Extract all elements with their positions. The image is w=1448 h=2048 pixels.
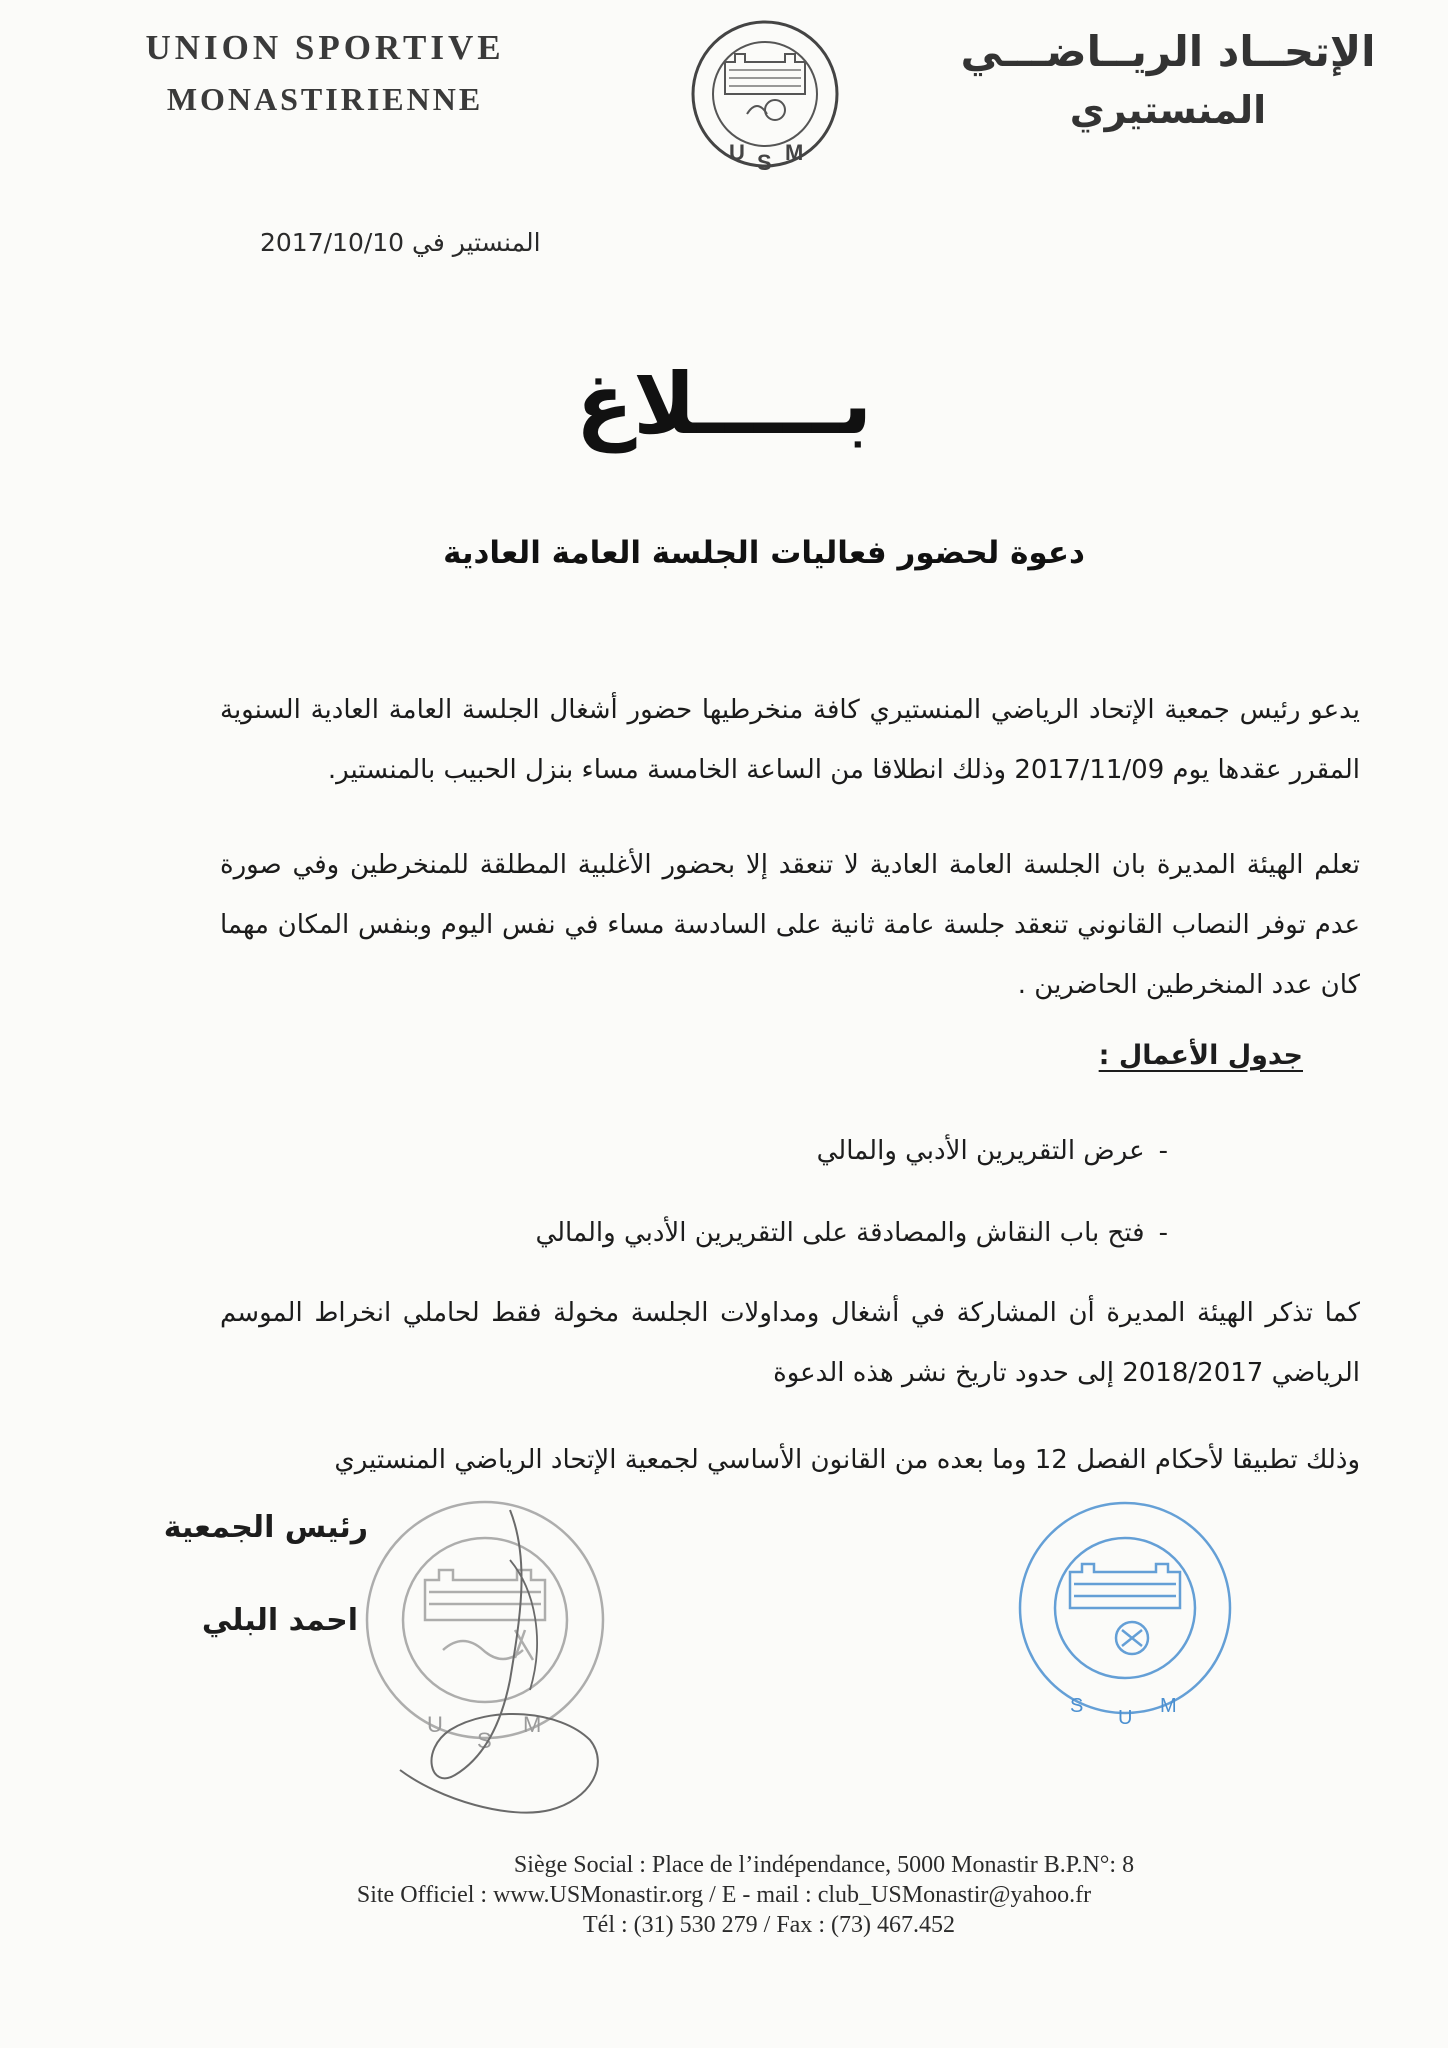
paragraph-eligibility: كما تذكر الهيئة المديرة أن المشاركة في أشغال ومداولات الجلسة مخولة فقط لحاملي انخراط الموسم الرياضي 2018/2017 إلى حدود تاريخ نشر هذه الدعوة (220, 1298, 1360, 1388)
agenda-item: -عرض التقريرين الأدبي والمالي (816, 1136, 1168, 1166)
svg-text:M: M (1160, 1695, 1177, 1717)
president-name: احمد البلي (201, 1603, 358, 1638)
agenda-title: جدول الأعمال : (1098, 1040, 1303, 1071)
footer-address: Siège Social : Place de l’indépendance, 5000 Monastir B.P.N°: 8 (513, 1852, 1135, 1878)
svg-text:M: M (785, 140, 804, 165)
club-name-fr-line1: UNION SPORTIVE (145, 28, 505, 67)
club-name-ar-line1: الإتحــاد الريــاضـــي (960, 27, 1376, 76)
club-name-french (85, 22, 565, 123)
notice-title: بـــــلاغ (575, 355, 873, 453)
svg-text:S: S (757, 150, 772, 175)
svg-text:S: S (477, 1728, 492, 1753)
notice-subtitle: دعوة لحضور فعاليات الجلسة العامة العادية (443, 535, 1085, 571)
blue-stamp-icon (1010, 1490, 1240, 1730)
paragraph-quorum: تعلم الهيئة المديرة بان الجلسة العامة العادية لا تنعقد إلا بحضور الأغلبية المطلقة للمنخرطين وفي صورة عدم توفر النصاب القانوني تنعقد جلسة عامة ثانية على السادسة مساء في نفس اليوم وبنفس المكان مهما كان عدد المنخرطين الحاضرين . (220, 850, 1360, 1000)
paragraph-invitation: يدعو رئيس جمعية الإتحاد الرياضي المنستيري كافة منخرطيها حضور أشغال الجلسة العامة العادية السنوية المقرر عقدها يوم 2017/11/09 وذلك انطلاقا من الساعة الخامسة مساء بنزل الحبيب بالمنستير. (220, 695, 1360, 785)
agenda-list (535, 1110, 1168, 1274)
document-date: المنستير في 2017/10/10 (260, 228, 541, 257)
svg-text:U: U (427, 1712, 443, 1737)
footer-contact (0, 1850, 1448, 1940)
footer-website-email: Site Officiel : www.USMonastir.org / E - mail : club_USMonastir@yahoo.fr (356, 1882, 1092, 1908)
president-title: رئيس الجمعية (163, 1510, 368, 1545)
svg-text:U: U (1118, 1707, 1133, 1729)
agenda-item-text: عرض التقريرين الأدبي والمالي (816, 1136, 1145, 1166)
svg-text:M: M (523, 1712, 542, 1737)
svg-text:S: S (1070, 1695, 1084, 1717)
agenda-item-text: فتح باب النقاش والمصادقة على التقريرين الأدبي والمالي (535, 1218, 1145, 1248)
club-logo-icon (687, 10, 843, 178)
club-name-ar-line2: المنستيري (1069, 87, 1267, 132)
paragraph-legal-basis: وذلك تطبيقا لأحكام الفصل 12 وما بعده من القانون الأساسي لجمعية الإتحاد الرياضي المنستيري (334, 1445, 1360, 1475)
svg-text:U: U (729, 140, 745, 165)
club-name-arabic (953, 22, 1383, 138)
footer-phone-fax: Tél : (31) 530 279 / Fax : (73) 467.452 (583, 1912, 955, 1938)
signature-scribble (360, 1500, 620, 1830)
club-name-fr-line2: MONASTIRIENNE (166, 80, 484, 117)
agenda-item: -فتح باب النقاش والمصادقة على التقريرين الأدبي والمالي (535, 1218, 1168, 1248)
